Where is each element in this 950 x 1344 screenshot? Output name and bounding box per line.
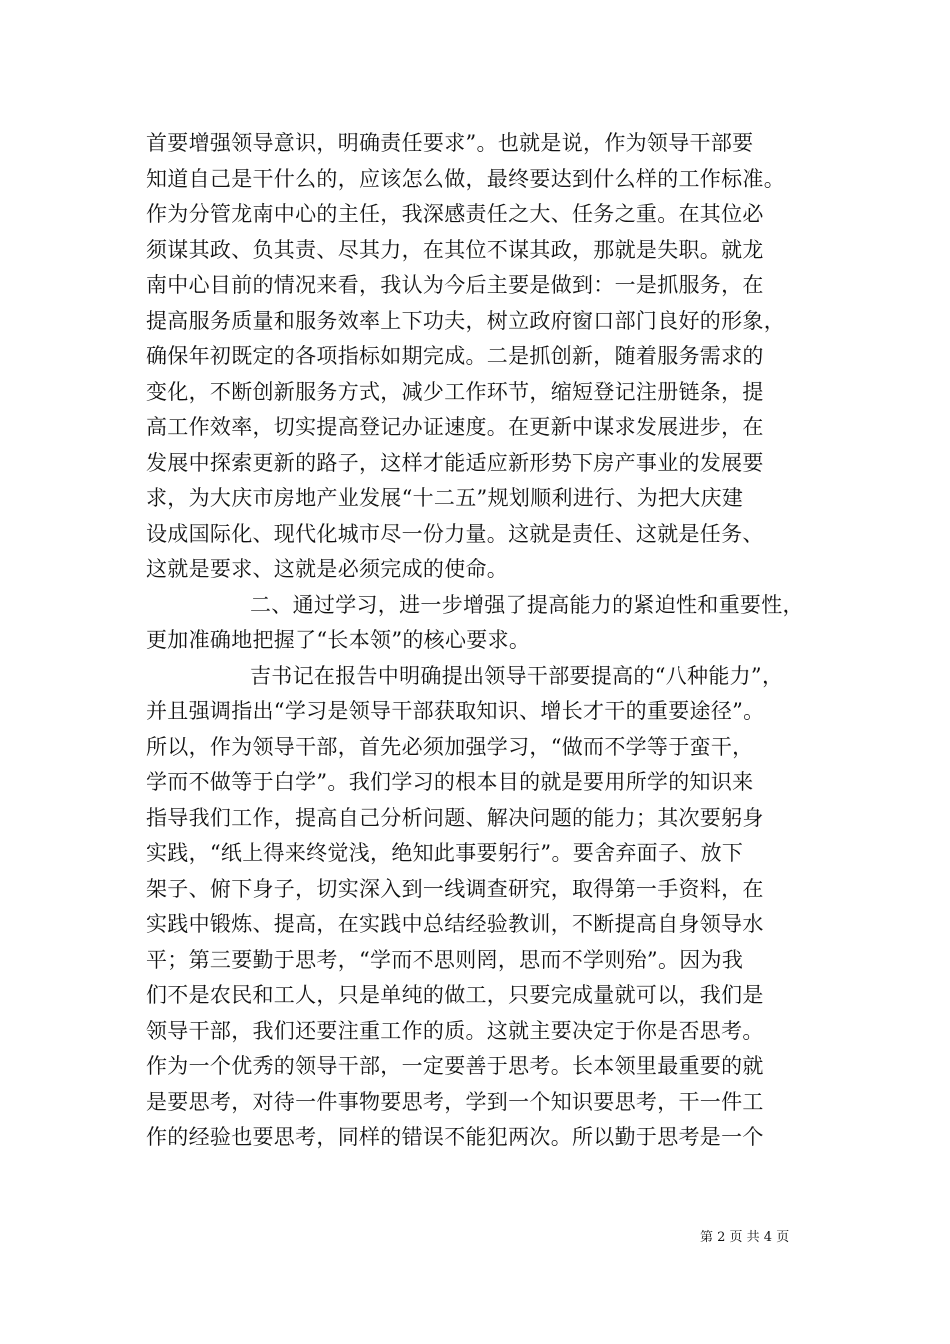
text-line: 学而不做等于白学”。我们学习的根本目的就是要用所学的知识来 [146,770,754,794]
text-line: 变化，不断创新服务方式，减少工作环节，缩短登记注册链条，提 [146,379,764,404]
text-line: 首要增强领导意识，明确责任要求”。也就是说，作为领导干部要 [146,131,754,155]
text-line: 作为一个优秀的领导干部，一定要善于思考。长本领里最重要的就 [146,1054,764,1078]
text-line: 更加准确地把握了“长本领”的核心要求。 [146,628,531,652]
text-line: 领导干部，我们还要注重工作的质。这就主要决定于你是否思考。 [146,1018,764,1043]
text-line: 实践中锻炼、提高，在实践中总结经验教训，不断提高自身领导水 [146,912,764,936]
text-line: 并且强调指出“学习是领导干部获取知识、增长才干的重要途径”。 [146,699,765,723]
text-line: 南中心目前的情况来看，我认为今后主要是做到：一是抓服务，在 [146,273,764,297]
text-line: 这就是要求、这就是必须完成的使命。 [146,557,509,581]
page-number-footer: 第 2 页 共 4 页 [700,1230,790,1245]
text-line: 须谋其政、负其责、尽其力，在其位不谋其政，那就是失职。就龙 [146,237,764,262]
text-line: 二、通过学习，进一步增强了提高能力的紧迫性和重要性， [250,592,804,617]
text-line: 们不是农民和工人，只是单纯的做工，只要完成量就可以，我们是 [146,983,764,1007]
text-line: 设成国际化、现代化城市尽一份力量。这就是责任、这就是任务、 [146,521,764,546]
text-line: 提高服务质量和服务效率上下功夫，树立政府窗口部门良好的形象， [146,308,785,333]
text-line: 高工作效率，切实提高登记办证速度。在更新中谋求发展进步，在 [146,415,764,439]
text-line: 知道自己是干什么的，应该怎么做，最终要达到什么样的工作标准。 [146,166,785,191]
text-line: 实践，“纸上得来终觉浅，绝知此事要躬行”。要舍弃面子、放下 [146,841,744,865]
text-line: 作的经验也要思考，同样的错误不能犯两次。所以勤于思考是一个 [146,1125,764,1149]
text-line: 是要思考，对待一件事物要思考，学到一个知识要思考，干一件工 [146,1089,764,1114]
text-line: 架子、俯下身子，切实深入到一线调查研究，取得第一手资料，在 [146,876,764,901]
text-line: 吉书记在报告中明确提出领导干部要提高的“八种能力”， [250,663,784,688]
text-line: 发展中探索更新的路子，这样才能适应新形势下房产事业的发展要 [146,450,764,475]
text-line: 确保年初既定的各项指标如期完成。二是抓创新，随着服务需求的 [146,344,764,368]
text-line: 求，为大庆市房地产业发展“十二五”规划顺利进行、为把大庆建 [146,486,744,510]
text-line: 平；第三要勤于思考，“学而不思则罔，思而不学则殆”。因为我 [146,947,744,972]
text-line: 作为分管龙南中心的主任，我深感责任之大、任务之重。在其位必 [146,202,764,226]
text-line: 所以，作为领导干部，首先必须加强学习，“做而不学等于蛮干， [146,734,754,759]
text-line: 指导我们工作，提高自己分析问题、解决问题的能力；其次要躬身 [146,805,764,830]
